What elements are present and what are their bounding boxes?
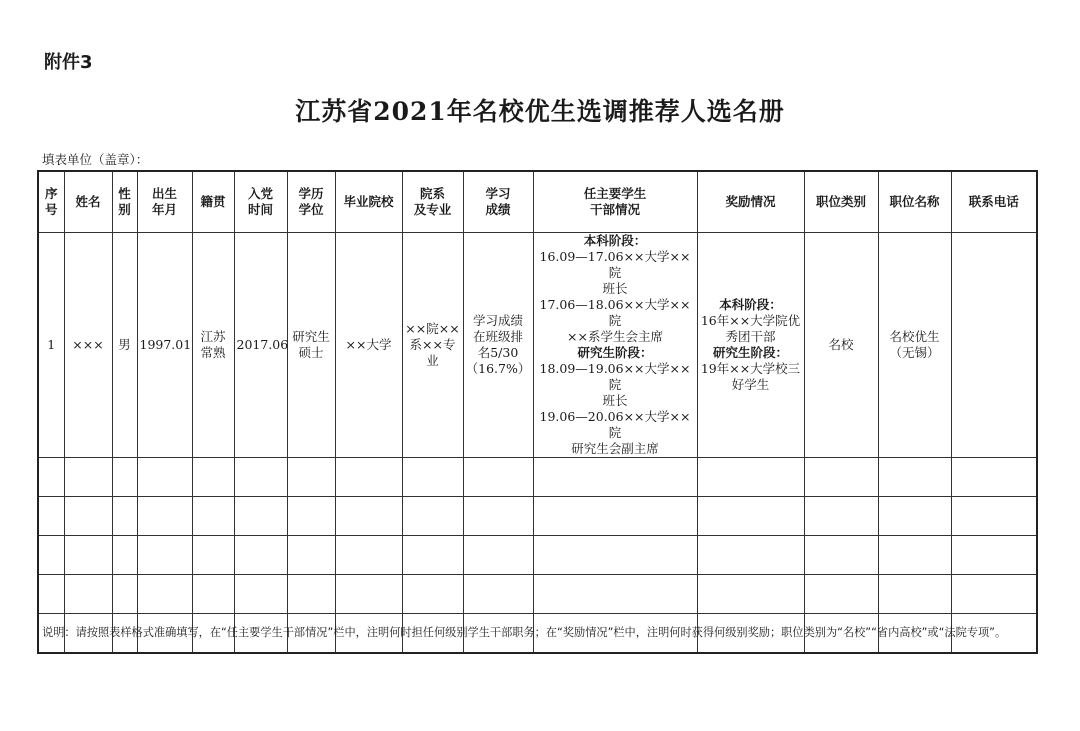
empty-cell xyxy=(287,575,335,614)
empty-cell xyxy=(804,458,878,497)
header-degree: 学历 学位 xyxy=(287,171,335,233)
empty-cell xyxy=(137,497,192,536)
header-row xyxy=(38,171,1037,233)
cell-native-place: 江苏 常熟 xyxy=(192,233,234,458)
cadre-grad-heading: 研究生阶段： xyxy=(577,345,653,360)
empty-cell xyxy=(112,458,137,497)
empty-cell xyxy=(878,575,951,614)
empty-table-row xyxy=(38,575,1037,614)
header-cadre: 任主要学生 干部情况 xyxy=(533,171,697,233)
empty-cell xyxy=(878,458,951,497)
empty-cell xyxy=(697,536,804,575)
empty-cell xyxy=(192,536,234,575)
cadre-undergrad-item: 16.09—17.06××大学××院 班长 xyxy=(539,249,691,296)
candidate-roster-table xyxy=(37,170,1038,654)
document-title: 江苏省2021年名校优生选调推荐人选名册 xyxy=(295,97,785,126)
cell-party-date: 2017.06 xyxy=(234,233,287,458)
empty-cell xyxy=(335,536,402,575)
header-party-date: 入党 时间 xyxy=(234,171,287,233)
cell-seq: 1 xyxy=(38,233,64,458)
cell-department: ××院×× 系××专 业 xyxy=(402,233,463,458)
attachment-label: 附件3 xyxy=(44,52,93,73)
header-position-category: 职位类别 xyxy=(804,171,878,233)
empty-cell xyxy=(335,497,402,536)
cell-school: ××大学 xyxy=(335,233,402,458)
empty-cell xyxy=(335,458,402,497)
header-position-name: 职位名称 xyxy=(878,171,951,233)
cadre-undergrad-heading: 本科阶段： xyxy=(583,233,647,248)
awards-grad-text: 19年××大学校三 好学生 xyxy=(700,361,801,392)
header-awards: 奖励情况 xyxy=(697,171,804,233)
empty-cell xyxy=(804,536,878,575)
cell-position-name: 名校优生 （无锡） xyxy=(878,233,951,458)
empty-cell xyxy=(38,536,64,575)
empty-cell xyxy=(137,575,192,614)
header-seq: 序 号 xyxy=(38,171,64,233)
empty-cell xyxy=(112,536,137,575)
empty-cell xyxy=(878,536,951,575)
empty-cell xyxy=(402,458,463,497)
cell-phone xyxy=(951,233,1037,458)
cell-degree: 研究生 硕士 xyxy=(287,233,335,458)
empty-cell xyxy=(402,536,463,575)
empty-cell xyxy=(951,497,1037,536)
empty-cell xyxy=(137,458,192,497)
empty-cell xyxy=(64,458,112,497)
empty-cell xyxy=(463,575,533,614)
empty-cell xyxy=(463,536,533,575)
empty-table-row xyxy=(38,536,1037,575)
empty-cell xyxy=(287,536,335,575)
empty-cell xyxy=(402,497,463,536)
empty-cell xyxy=(463,497,533,536)
cell-position-category: 名校 xyxy=(804,233,878,458)
cell-birth: 1997.01 xyxy=(137,233,192,458)
header-grades: 学习 成绩 xyxy=(463,171,533,233)
awards-grad-heading: 研究生阶段： xyxy=(712,345,788,360)
empty-cell xyxy=(287,497,335,536)
cadre-undergrad-item: 17.06—18.06××大学××院 ××系学生会主席 xyxy=(539,297,691,344)
header-department: 院系 及专业 xyxy=(402,171,463,233)
empty-cell xyxy=(38,497,64,536)
cell-name: ××× xyxy=(64,233,112,458)
header-gender: 性 别 xyxy=(112,171,137,233)
empty-cell xyxy=(533,458,697,497)
empty-cell xyxy=(234,536,287,575)
empty-cell xyxy=(112,575,137,614)
fill-unit-label: 填表单位（盖章）： xyxy=(42,152,149,167)
cell-grades: 学习成绩 在班级排 名5/30 （16.7%） xyxy=(463,233,533,458)
empty-table-row xyxy=(38,497,1037,536)
empty-cell xyxy=(804,497,878,536)
empty-cell xyxy=(287,458,335,497)
empty-cell xyxy=(192,497,234,536)
awards-undergrad-heading: 本科阶段： xyxy=(719,297,782,312)
empty-cell xyxy=(697,575,804,614)
empty-cell xyxy=(533,575,697,614)
empty-cell xyxy=(234,575,287,614)
cell-gender: 男 xyxy=(112,233,137,458)
empty-cell xyxy=(192,458,234,497)
empty-cell xyxy=(951,458,1037,497)
cell-cadre xyxy=(533,233,697,458)
empty-cell xyxy=(64,536,112,575)
empty-cell xyxy=(951,536,1037,575)
empty-cell xyxy=(402,575,463,614)
header-native-place: 籍贯 xyxy=(192,171,234,233)
empty-cell xyxy=(697,458,804,497)
instructions-note: 说明：请按照表样格式准确填写，在“任主要学生干部情况”栏中，注明何时担任何级别学生干部职务；在“奖励情况”栏中，注明何时获得何级别奖励；职位类别为“名校”“省内高校”或“法院专项”。 xyxy=(42,626,1007,639)
empty-cell xyxy=(192,575,234,614)
empty-cell xyxy=(234,497,287,536)
cadre-grad-item: 19.06—20.06××大学××院 研究生会副主席 xyxy=(539,409,691,456)
cell-awards xyxy=(697,233,804,458)
empty-cell xyxy=(533,536,697,575)
empty-cell xyxy=(335,575,402,614)
empty-cell xyxy=(38,575,64,614)
empty-cell xyxy=(463,458,533,497)
table-row xyxy=(38,233,1037,458)
empty-cell xyxy=(878,497,951,536)
header-phone: 联系电话 xyxy=(951,171,1037,233)
empty-table-row xyxy=(38,458,1037,497)
cadre-grad-item: 18.09—19.06××大学××院 班长 xyxy=(539,361,691,408)
empty-cell xyxy=(234,458,287,497)
empty-cell xyxy=(64,497,112,536)
awards-undergrad-text: 16年××大学院优 秀团干部 xyxy=(700,313,801,344)
header-birth: 出生 年月 xyxy=(137,171,192,233)
empty-cell xyxy=(137,536,192,575)
empty-cell xyxy=(38,458,64,497)
empty-cell xyxy=(804,575,878,614)
empty-cell xyxy=(64,575,112,614)
empty-cell xyxy=(533,497,697,536)
header-name: 姓名 xyxy=(64,171,112,233)
empty-cell xyxy=(697,497,804,536)
empty-cell xyxy=(951,575,1037,614)
header-school: 毕业院校 xyxy=(335,171,402,233)
empty-cell xyxy=(112,497,137,536)
